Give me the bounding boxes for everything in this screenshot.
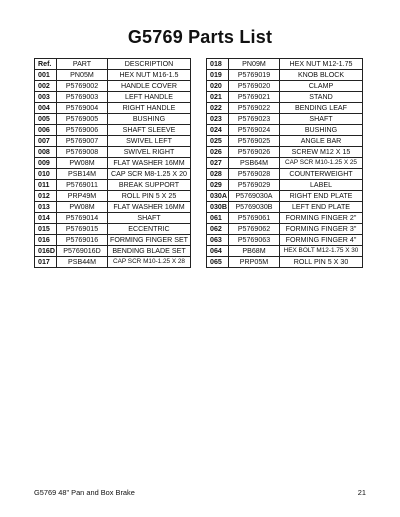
cell-ref: 001: [35, 70, 57, 81]
cell-part: P5769004: [57, 103, 108, 114]
table-row: [35, 191, 191, 202]
cell-ref: 008: [35, 147, 57, 158]
cell-part: P5769014: [57, 213, 108, 224]
cell-ref: 024: [207, 125, 229, 136]
cell-desc: SWIVEL LEFT: [108, 136, 191, 147]
cell-part: P5769062: [229, 224, 280, 235]
table-row: [35, 147, 191, 158]
cell-part: PN09M: [229, 59, 280, 70]
cell-ref: 007: [35, 136, 57, 147]
table-row: [207, 169, 363, 180]
table-row: [207, 92, 363, 103]
table-row: [207, 202, 363, 213]
table-row: [207, 147, 363, 158]
cell-desc: BENDING LEAF: [280, 103, 363, 114]
cell-part: PSB44M: [57, 257, 108, 268]
table-header-row: [35, 59, 191, 70]
table-row: [35, 202, 191, 213]
cell-ref: 026: [207, 147, 229, 158]
cell-part: PSB14M: [57, 169, 108, 180]
cell-desc: LEFT HANDLE: [108, 92, 191, 103]
cell-desc: SWIVEL RIGHT: [108, 147, 191, 158]
cell-desc: STAND: [280, 92, 363, 103]
cell-ref: 065: [207, 257, 229, 268]
cell-ref: 014: [35, 213, 57, 224]
cell-desc: BUSHING: [108, 114, 191, 125]
cell-part: P5769061: [229, 213, 280, 224]
cell-ref: 030B: [207, 202, 229, 213]
cell-part: P5769008: [57, 147, 108, 158]
cell-desc: BUSHING: [280, 125, 363, 136]
table-row: [35, 158, 191, 169]
table-row: [35, 169, 191, 180]
cell-part: P5769023: [229, 114, 280, 125]
cell-part: P5769024: [229, 125, 280, 136]
cell-desc: LEFT END PLATE: [280, 202, 363, 213]
cell-ref: 002: [35, 81, 57, 92]
cell-desc: HEX NUT M12-1.75: [280, 59, 363, 70]
cell-part: P5769007: [57, 136, 108, 147]
cell-ref: 062: [207, 224, 229, 235]
cell-desc: BREAK SUPPORT: [108, 180, 191, 191]
cell-part: P5769021: [229, 92, 280, 103]
cell-part: PB68M: [229, 246, 280, 257]
table-row: [207, 246, 363, 257]
table-row: [207, 158, 363, 169]
table-row: [207, 70, 363, 81]
cell-ref: 063: [207, 235, 229, 246]
cell-ref: 016: [35, 235, 57, 246]
page-number: 21: [357, 488, 366, 497]
table-row: [207, 81, 363, 92]
table-row: [35, 246, 191, 257]
column-header-desc: DESCRIPTION: [108, 59, 191, 70]
table-row: [207, 191, 363, 202]
cell-part: P5769022: [229, 103, 280, 114]
cell-desc: CAP SCR M10-1.25 X 25: [280, 158, 363, 169]
cell-desc: HEX NUT M16-1.5: [108, 70, 191, 81]
cell-part: P5769003: [57, 92, 108, 103]
cell-desc: RIGHT HANDLE: [108, 103, 191, 114]
cell-ref: 029: [207, 180, 229, 191]
cell-desc: HEX BOLT M12-1.75 X 30: [280, 246, 363, 257]
cell-part: P5769025: [229, 136, 280, 147]
cell-desc: FORMING FINGER 4": [280, 235, 363, 246]
cell-ref: 027: [207, 158, 229, 169]
table-row: [207, 59, 363, 70]
cell-part: P5769030A: [229, 191, 280, 202]
cell-ref: 061: [207, 213, 229, 224]
cell-ref: 013: [35, 202, 57, 213]
cell-part: PRP49M: [57, 191, 108, 202]
cell-part: P5769026: [229, 147, 280, 158]
table-row: [35, 92, 191, 103]
cell-ref: 021: [207, 92, 229, 103]
cell-desc: ROLL PIN 5 X 30: [280, 257, 363, 268]
table-row: [207, 213, 363, 224]
cell-ref: 017: [35, 257, 57, 268]
cell-desc: FORMING FINGER 3": [280, 224, 363, 235]
table-row: [207, 136, 363, 147]
parts-table-right: [206, 58, 363, 268]
cell-ref: 015: [35, 224, 57, 235]
cell-desc: FORMING FINGER 2": [280, 213, 363, 224]
cell-ref: 010: [35, 169, 57, 180]
table-row: [207, 257, 363, 268]
cell-desc: COUNTERWEIGHT: [280, 169, 363, 180]
table-row: [35, 81, 191, 92]
cell-desc: ROLL PIN 5 X 25: [108, 191, 191, 202]
cell-desc: SHAFT SLEEVE: [108, 125, 191, 136]
table-row: [35, 114, 191, 125]
table-row: [35, 180, 191, 191]
cell-desc: CAP SCR M8-1.25 X 20: [108, 169, 191, 180]
parts-table-left: [34, 58, 191, 268]
cell-desc: FORMING FINGER SET: [108, 235, 191, 246]
table-row: [35, 213, 191, 224]
cell-ref: 028: [207, 169, 229, 180]
cell-desc: HANDLE COVER: [108, 81, 191, 92]
table-row: [35, 125, 191, 136]
cell-desc: SHAFT: [280, 114, 363, 125]
cell-ref: 009: [35, 158, 57, 169]
cell-part: P5769015: [57, 224, 108, 235]
cell-part: P5769063: [229, 235, 280, 246]
cell-part: P5769030B: [229, 202, 280, 213]
cell-part: PRP05M: [229, 257, 280, 268]
cell-part: P5769005: [57, 114, 108, 125]
cell-part: P5769006: [57, 125, 108, 136]
table-row: [35, 235, 191, 246]
table-row: [207, 180, 363, 191]
cell-ref: 006: [35, 125, 57, 136]
cell-part: P5769011: [57, 180, 108, 191]
cell-desc: RIGHT END PLATE: [280, 191, 363, 202]
cell-ref: 003: [35, 92, 57, 103]
cell-ref: 030A: [207, 191, 229, 202]
table-row: [207, 235, 363, 246]
cell-part: P5769016: [57, 235, 108, 246]
cell-desc: ANGLE BAR: [280, 136, 363, 147]
cell-ref: 011: [35, 180, 57, 191]
footer-product-name: G5769 48" Pan and Box Brake: [34, 488, 135, 497]
cell-part: PW08M: [57, 202, 108, 213]
cell-ref: 064: [207, 246, 229, 257]
table-row: [35, 136, 191, 147]
cell-desc: FLAT WASHER 16MM: [108, 158, 191, 169]
table-row: [35, 224, 191, 235]
cell-desc: SHAFT: [108, 213, 191, 224]
cell-ref: 004: [35, 103, 57, 114]
cell-part: PN05M: [57, 70, 108, 81]
cell-part: PSB64M: [229, 158, 280, 169]
cell-ref: 025: [207, 136, 229, 147]
cell-part: P5769029: [229, 180, 280, 191]
table-row: [207, 224, 363, 235]
cell-part: PW08M: [57, 158, 108, 169]
parts-table-left-body: [35, 59, 191, 268]
cell-desc: CLAMP: [280, 81, 363, 92]
cell-ref: 022: [207, 103, 229, 114]
cell-part: P5769028: [229, 169, 280, 180]
table-row: [35, 257, 191, 268]
page-title: G5769 Parts List: [127, 27, 273, 47]
table-row: [35, 70, 191, 81]
column-header-ref: Ref.: [35, 59, 57, 70]
table-row: [207, 125, 363, 136]
cell-ref: 023: [207, 114, 229, 125]
cell-desc: CAP SCR M10-1.25 X 28: [108, 257, 191, 268]
cell-ref: 012: [35, 191, 57, 202]
cell-part: P5769016D: [57, 246, 108, 257]
cell-ref: 016D: [35, 246, 57, 257]
cell-ref: 019: [207, 70, 229, 81]
cell-part: P5769020: [229, 81, 280, 92]
cell-desc: SCREW M12 X 15: [280, 147, 363, 158]
column-header-part: PART: [57, 59, 108, 70]
cell-desc: FLAT WASHER 16MM: [108, 202, 191, 213]
table-row: [35, 103, 191, 114]
cell-ref: 020: [207, 81, 229, 92]
parts-table-right-body: [207, 59, 363, 268]
cell-part: P5769019: [229, 70, 280, 81]
cell-desc: ECCENTRIC: [108, 224, 191, 235]
cell-part: P5769002: [57, 81, 108, 92]
cell-desc: LABEL: [280, 180, 363, 191]
cell-desc: BENDING BLADE SET: [108, 246, 191, 257]
table-row: [207, 114, 363, 125]
table-row: [207, 103, 363, 114]
cell-ref: 005: [35, 114, 57, 125]
cell-ref: 018: [207, 59, 229, 70]
cell-desc: KNOB BLOCK: [280, 70, 363, 81]
